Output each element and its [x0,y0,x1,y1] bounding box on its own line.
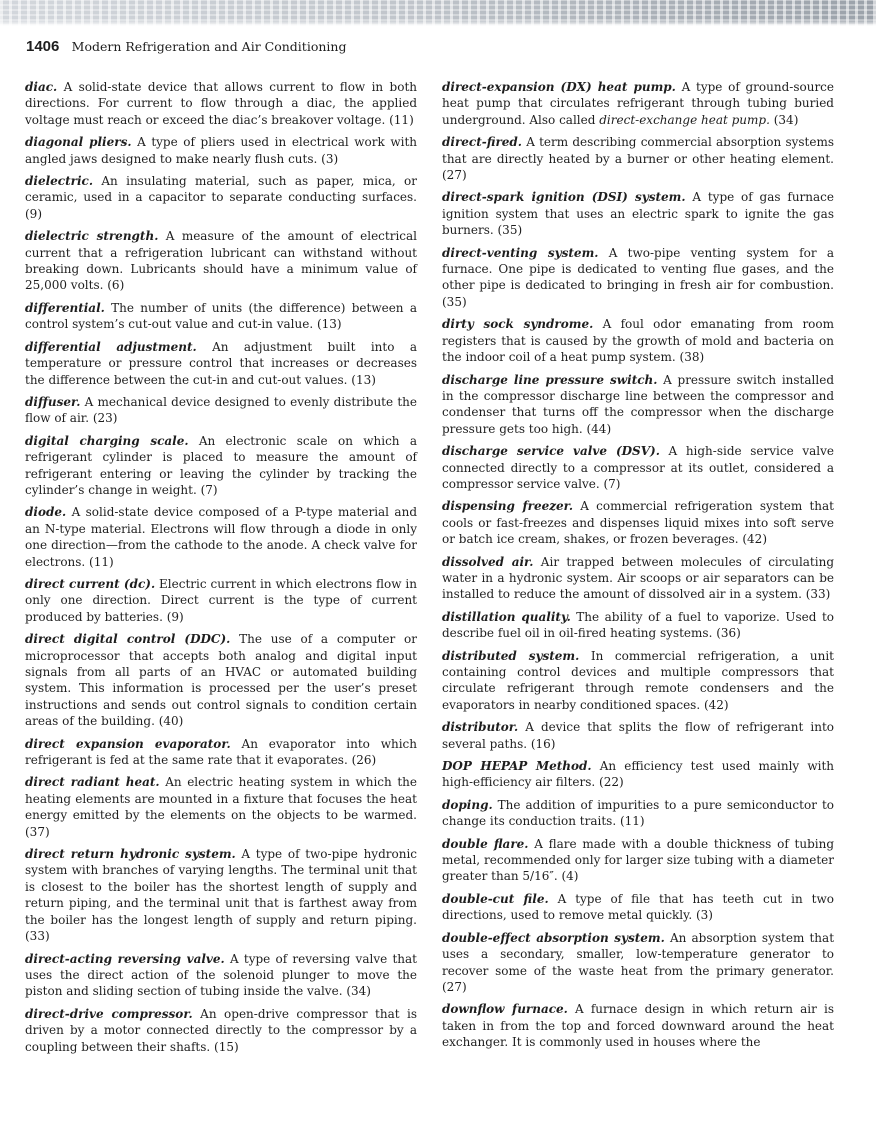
glossary-entry [442,609,834,642]
glossary-entry [25,774,417,840]
glossary-definition: A furnace design in which return air is taken in from the top and forced downward around the heat exchanger. It is commonly used in houses where the [442,1002,834,1050]
glossary-entry [442,134,834,183]
glossary-entry [442,245,834,311]
glossary-term: discharge service valve (DSV). [442,444,660,459]
glossary-term: direct expansion evaporator. [25,736,231,751]
glossary-definition: A type of gas furnace ignition system that uses an electric spark to ignite the gas burners. (35) [442,190,834,238]
glossary-term: dissolved air. [442,554,534,569]
glossary-definition: An insulating material, such as paper, mica, or ceramic, used in a capacitor to separate conducting surfaces. (9) [25,174,417,221]
glossary-definition: An evaporator into which refrigerant is fed at the same rate that it evaporates. (26) [25,736,418,768]
glossary-term: direct-fired. [442,135,522,150]
glossary-definition: An electronic scale on which a refrigerant cylinder is placed to measure the amount of refrigerant entering or leaving the cylinder by tracking the cylinder’s change in weight. (7) [25,433,417,497]
glossary-entry [442,797,834,830]
glossary-definition: A solid-state device that allows current to flow in both directions. For current to flow through a diac, the applied voltage must reach or exceed the diac’s breakover voltage. (11) [25,80,417,127]
glossary-term: diffuser. [25,394,81,409]
glossary-entry [25,79,417,128]
glossary-definition: A high-side service valve connected directly to a compressor at its outlet, considered a compressor service valve. (7) [442,444,834,491]
glossary-definition: A flare made with a double thickness of tubing metal, recommended only for larger size tubing with a diameter greater than 5/16″. (4) [442,836,835,884]
glossary-definition: A device that splits the flow of refrigerant into several paths. (16) [442,720,834,751]
glossary-entry [25,433,417,499]
glossary-definition: A term describing commercial absorption systems that are directly heated by a burner or other heating element. (27) [442,135,834,183]
glossary-definition: A mechanical device designed to evenly distribute the flow of air. (23) [25,394,417,426]
glossary-entry [442,891,834,924]
glossary-entry [25,504,417,570]
page-number: 1406 [26,38,60,55]
glossary-entry [25,1006,417,1055]
glossary-term: dirty sock syndrome. [442,317,594,332]
glossary-definition: A type of file that has teeth cut in two directions, used to remove metal quickly. (3) [442,891,834,923]
glossary-column-right [442,79,834,1057]
glossary-term: digital charging scale. [25,433,189,448]
glossary-column-left [25,79,417,1061]
glossary-chapter-ref: (34) [769,112,799,127]
glossary-cross-reference: direct-exchange heat pump. [599,112,770,127]
glossary-definition: A type of pliers used in electrical work with angled jaws designed to make nearly flush cuts. (3) [25,135,417,166]
glossary-entry [25,951,417,1000]
glossary-entry [25,134,417,167]
glossary-term: distributor. [442,720,519,735]
glossary-definition: Air trapped between molecules of circulating water in a hydronic system. Air scoops or air separators can be installed to reduce the amount of dissolved air in a system. (33) [442,554,835,602]
glossary-term: direct current (dc). [25,576,156,591]
glossary-definition: An absorption system that uses a secondary, smaller, low-temperature generator to recover some of the waste heat from the primary generator. (27) [442,930,835,994]
glossary-term: differential. [25,300,105,315]
glossary-definition: An adjustment built into a temperature or pressure control that increases or decreases the difference between the cut-in and cut-out values. (13) [25,339,417,387]
glossary-entry [442,316,834,365]
glossary-term: diode. [25,505,67,520]
glossary-entry [25,339,417,388]
glossary-definition: In commercial refrigeration, a unit containing control devices and multiple compressors that circulate refrigerant through remote condensers and the evaporators in nearby conditioned spaces. (42) [442,648,834,712]
glossary-definition: A pressure switch installed in the compressor discharge line between the compressor and condenser that turns off the compressor when the discharge pressure gets too high. (44) [442,372,834,436]
glossary-entry [442,443,834,492]
glossary-entry [25,300,417,333]
glossary-term: diac. [25,80,58,94]
glossary-definition: A type of ground-source heat pump that circulates refrigerant through tubing buried underground. Also called [442,80,835,127]
glossary-definition: A measure of the amount of electrical current that a refrigeration lubricant can withstand without breaking down. Lubricants should have a minimum value of 25,000 volts. (6) [25,229,418,293]
glossary-term: direct-acting reversing valve. [25,951,225,966]
decorative-header-band [0,0,876,26]
glossary-entry [25,576,417,625]
glossary-definition: A foul odor emanating from room registers that is caused by the growth of mold and bacteria on the indoor coil of a heat pump system. (38) [442,317,835,365]
glossary-definition: A type of reversing valve that uses the direct action of the solenoid plunger to move the piston and sliding section of tubing inside the valve. (34) [25,951,417,999]
glossary-definition: An efficiency test used mainly with high-efficiency air filters. (22) [442,759,834,790]
glossary-term: direct-spark ignition (DSI) system. [442,190,686,205]
glossary-entry [25,631,417,729]
glossary-entry [442,498,834,547]
glossary-term: double-cut file. [442,891,549,906]
glossary-entry [25,228,417,294]
glossary-entry [442,836,834,885]
glossary-term: direct-drive compressor. [25,1006,193,1021]
running-head [26,38,346,56]
glossary-definition: A two-pipe venting system for a furnace. One pipe is dedicated to venting flue gases, and the other pipe is dedicated to bringing in fresh air for combustion. (35) [442,245,834,309]
glossary-term: differential adjustment. [25,339,197,354]
glossary-term: direct-expansion (DX) heat pump. [442,80,676,94]
glossary-term: discharge line pressure switch. [442,372,658,387]
glossary-definition: A commercial refrigeration system that cools or fast-freezes and dispenses liquid mixes into soft serve or batch ice cream, shakes, or frozen beverages. (42) [442,499,834,547]
glossary-term: dispensing freezer. [442,499,574,514]
glossary-term: double flare. [442,836,529,851]
glossary-term: direct return hydronic system. [25,847,236,862]
glossary-entry [25,736,417,769]
glossary-definition: The use of a computer or microprocessor that accepts both analog and digital input signals from all parts of an HVAC or automated building system. This information is processed per the user’s preset instructions and sends out control signals to condition certain areas of the building. (40) [25,632,417,729]
glossary-term: direct-venting system. [442,245,599,260]
glossary-entry [25,846,417,944]
glossary-term: doping. [442,797,493,812]
glossary-entry [25,394,417,427]
glossary-term: distributed system. [442,648,580,663]
glossary-definition: A type of two-pipe hydronic system with branches of varying lengths. The terminal unit that is closest to the boiler has the shortest length of supply and return piping, and the terminal unit that is farthest away from the boiler has the longest length of supply and return piping. (33) [25,847,418,944]
glossary-term: direct digital control (DDC). [25,632,231,647]
glossary-entry [442,758,834,791]
glossary-entry [442,79,834,128]
glossary-term: double-effect absorption system. [442,930,665,945]
glossary-definition: An open-drive compressor that is driven by a motor connected directly to the compressor by a coupling between their shafts. (15) [25,1006,417,1054]
glossary-entry [442,930,834,996]
glossary-term: downflow furnace. [442,1002,568,1017]
glossary-entry [442,648,834,714]
glossary-definition: An electric heating system in which the heating elements are mounted in a fixture that focuses the heat energy emitted by the elements on the objects to be warmed. (37) [25,775,418,839]
glossary-entry [442,1001,834,1050]
glossary-definition: Electric current in which electrons flow in only one direction. Direct current is the type of current produced by batteries. (9) [25,576,417,624]
glossary-entry [442,554,834,603]
glossary-term: DOP HEPAP Method. [442,759,592,774]
glossary-entry [25,173,417,222]
glossary-term: distillation quality. [442,609,571,624]
glossary-definition: The number of units (the difference) between a control system’s cut-out value and cut-in value. (13) [25,300,417,332]
glossary-definition: The addition of impurities to a pure semiconductor to change its conduction traits. (11) [442,797,834,829]
book-title: Modern Refrigeration and Air Conditioning [71,39,347,54]
glossary-term: dielectric. [25,174,93,189]
glossary-term: dielectric strength. [25,229,159,244]
glossary-entry [442,189,834,238]
glossary-definition: The ability of a fuel to vaporize. Used to describe fuel oil in oil-fired heating systems. (36) [442,609,834,641]
glossary-term: diagonal pliers. [25,135,132,150]
glossary-term: direct radiant heat. [25,775,160,790]
glossary-entry [442,372,834,438]
glossary-entry [442,719,834,752]
glossary-definition: A solid-state device composed of a P-type material and an N-type material. Electrons will flow through a diode in only one direction—from the cathode to the anode. A check valve for electrons. (11) [25,505,417,569]
